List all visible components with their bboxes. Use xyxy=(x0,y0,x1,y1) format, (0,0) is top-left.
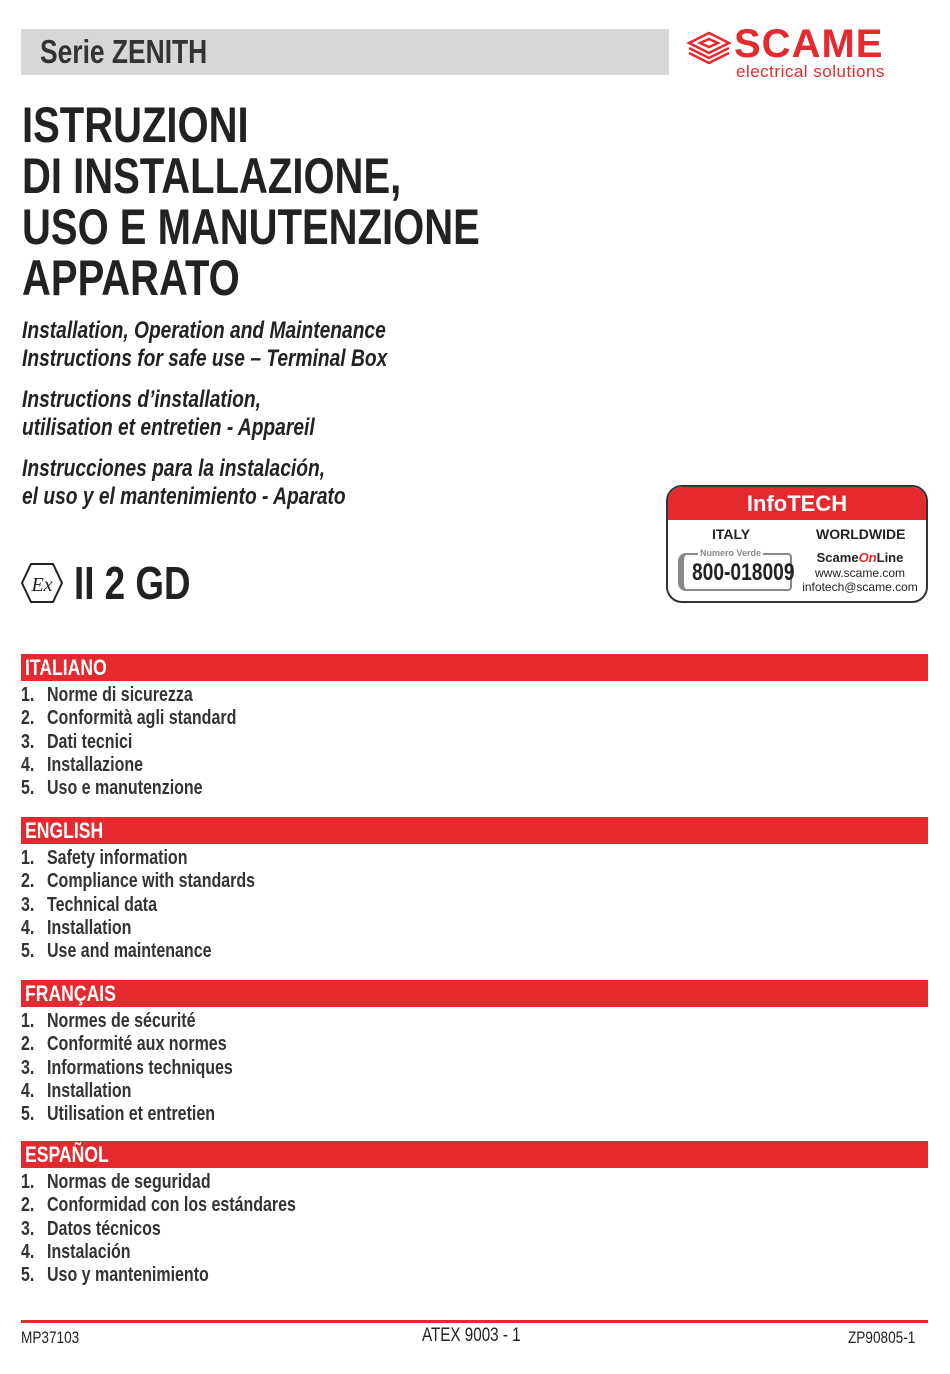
scame-online: ScameOnLine xyxy=(816,550,904,565)
subtitle-french: Instructions d’installation, utilisation et entretien - Appareil xyxy=(22,386,315,441)
logo-brand: SCAME xyxy=(734,22,884,66)
section-header: ENGLISH xyxy=(21,817,928,844)
title-line: USO E MANUTENZIONE xyxy=(22,199,480,255)
series-title: Serie ZENITH xyxy=(40,33,208,70)
worldwide-label: WORLDWIDE xyxy=(816,526,906,542)
scame-layers-icon xyxy=(686,30,732,64)
infotech-box xyxy=(666,485,928,603)
title-line: APPARATO xyxy=(22,250,240,306)
subtitle-spanish: Instrucciones para la instalación, el uso y el mantenimiento - Aparato xyxy=(22,455,346,510)
footer-divider xyxy=(21,1320,928,1323)
logo-tagline: electrical solutions xyxy=(736,62,885,81)
section-header: ESPAÑOL xyxy=(21,1141,928,1168)
italy-label: ITALY xyxy=(712,526,751,542)
atex-code: II 2 GD xyxy=(74,557,191,609)
website-link[interactable]: www.scame.com xyxy=(814,566,906,580)
ex-hexagon-icon xyxy=(20,562,64,604)
phone-icon xyxy=(678,548,795,591)
footer-code-center: ATEX 9003 - 1 xyxy=(422,1325,521,1346)
footer-code-left: MP37103 xyxy=(21,1328,80,1347)
phone-number[interactable]: 800-018009 xyxy=(692,559,795,586)
title-line: DI INSTALLAZIONE, xyxy=(22,148,402,204)
subtitle-english: Installation, Operation and Maintenance Instructions for safe use – Terminal Box xyxy=(22,317,388,372)
scame-logo xyxy=(686,22,931,82)
numero-verde-label: Numero Verde xyxy=(700,548,762,558)
infotech-title: InfoTECH xyxy=(668,487,926,520)
main-title xyxy=(22,97,594,306)
title-line: ISTRUZIONI xyxy=(22,97,249,153)
svg-text:Ex: Ex xyxy=(31,574,53,596)
footer-code-right: ZP90805-1 xyxy=(848,1328,916,1347)
series-header xyxy=(21,29,669,75)
email-link[interactable]: infotech@scame.com xyxy=(802,580,918,594)
section-header: ITALIANO xyxy=(21,654,928,681)
section-header: FRANÇAIS xyxy=(21,980,928,1007)
atex-marking xyxy=(20,557,191,609)
